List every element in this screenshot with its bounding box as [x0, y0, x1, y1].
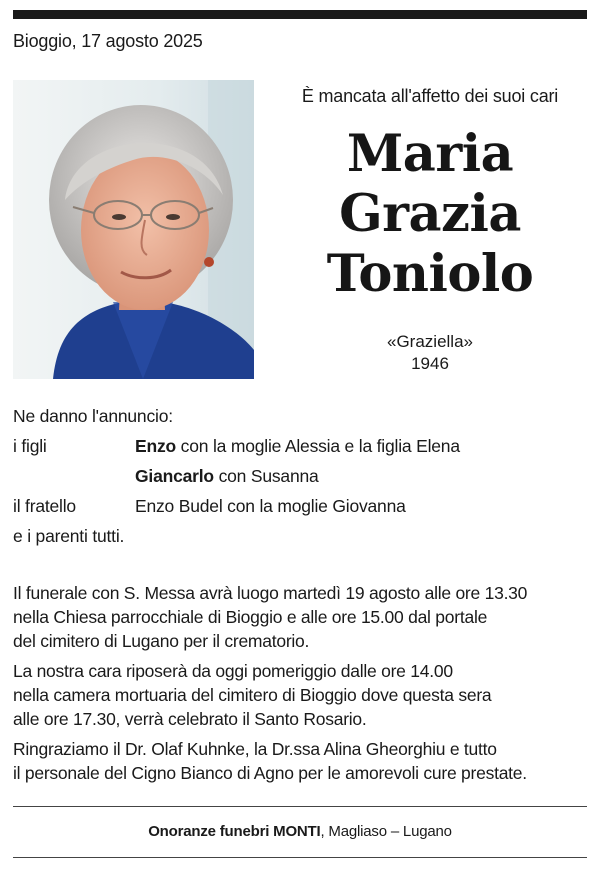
announcement-role: il fratello	[13, 496, 76, 516]
name-first: Maria	[346, 124, 514, 184]
name-second: Grazia	[339, 184, 521, 244]
announcement-names	[135, 431, 460, 461]
text-line: del cimitero di Lugano per il crematorio.	[13, 631, 310, 651]
announcement-closing: e i parenti tutti.	[13, 526, 125, 546]
announcement-name-rest: con la moglie Alessia e la figlia Elena	[176, 436, 460, 456]
birth-year: 1946	[411, 354, 449, 373]
text-line: La nostra cara riposerà da oggi pomeriggio dalle ore 14.00	[13, 661, 453, 681]
announcement-name-rest: Enzo Budel con la moglie Giovanna	[135, 496, 406, 516]
text-line: Il funerale con S. Messa avrà luogo martedì 19 agosto alle ore 13.30	[13, 583, 528, 603]
text-line: il personale del Cigno Bianco di Agno per le amorevoli cure prestate.	[13, 763, 527, 783]
funeral-paragraph	[13, 581, 588, 653]
announcement-row	[13, 431, 460, 461]
announcement-name-bold: Giancarlo	[135, 466, 214, 486]
footer	[13, 823, 587, 840]
portrait-photo	[13, 80, 254, 379]
announcement-names	[135, 491, 406, 521]
nickname-block	[270, 331, 590, 375]
announcement-heading: Ne danno l'annuncio:	[13, 406, 173, 426]
announcement-row	[13, 491, 460, 521]
top-rule	[13, 10, 587, 19]
viewing-paragraph	[13, 659, 588, 731]
announcement-row	[13, 461, 460, 491]
funeral-details	[13, 581, 588, 791]
portrait-image	[13, 80, 254, 379]
thanks-paragraph	[13, 737, 588, 785]
intro-text: È mancata all'affetto dei suoi cari	[301, 86, 559, 106]
announcement	[13, 401, 460, 551]
text-line: nella Chiesa parrocchiale di Bioggio e alle ore 15.00 dal portale	[13, 607, 488, 627]
nickname: «Graziella»	[387, 332, 473, 351]
footer-rule-top	[13, 806, 587, 807]
text-line: alle ore 17.30, verrà celebrato il Santo Rosario.	[13, 709, 367, 729]
funeral-home-locations: , Magliaso – Lugano	[320, 823, 452, 840]
deceased-name	[270, 124, 590, 304]
text-line: Ringraziamo il Dr. Olaf Kuhnke, la Dr.ssa Alina Gheorghiu e tutto	[13, 739, 497, 759]
date-line: Bioggio, 17 agosto 2025	[13, 31, 203, 51]
announcement-name-bold: Enzo	[135, 436, 177, 456]
footer-rule-bottom	[13, 857, 587, 858]
name-surname: Toniolo	[326, 244, 534, 304]
announcement-name-rest: con Susanna	[213, 466, 319, 486]
text-line: nella camera mortuaria del cimitero di Bioggio dove questa sera	[13, 685, 492, 705]
funeral-home-name: Onoranze funebri MONTI	[148, 823, 321, 840]
announcement-names	[135, 461, 319, 491]
announcement-role: i figli	[13, 436, 47, 456]
announcement-role	[13, 461, 135, 491]
